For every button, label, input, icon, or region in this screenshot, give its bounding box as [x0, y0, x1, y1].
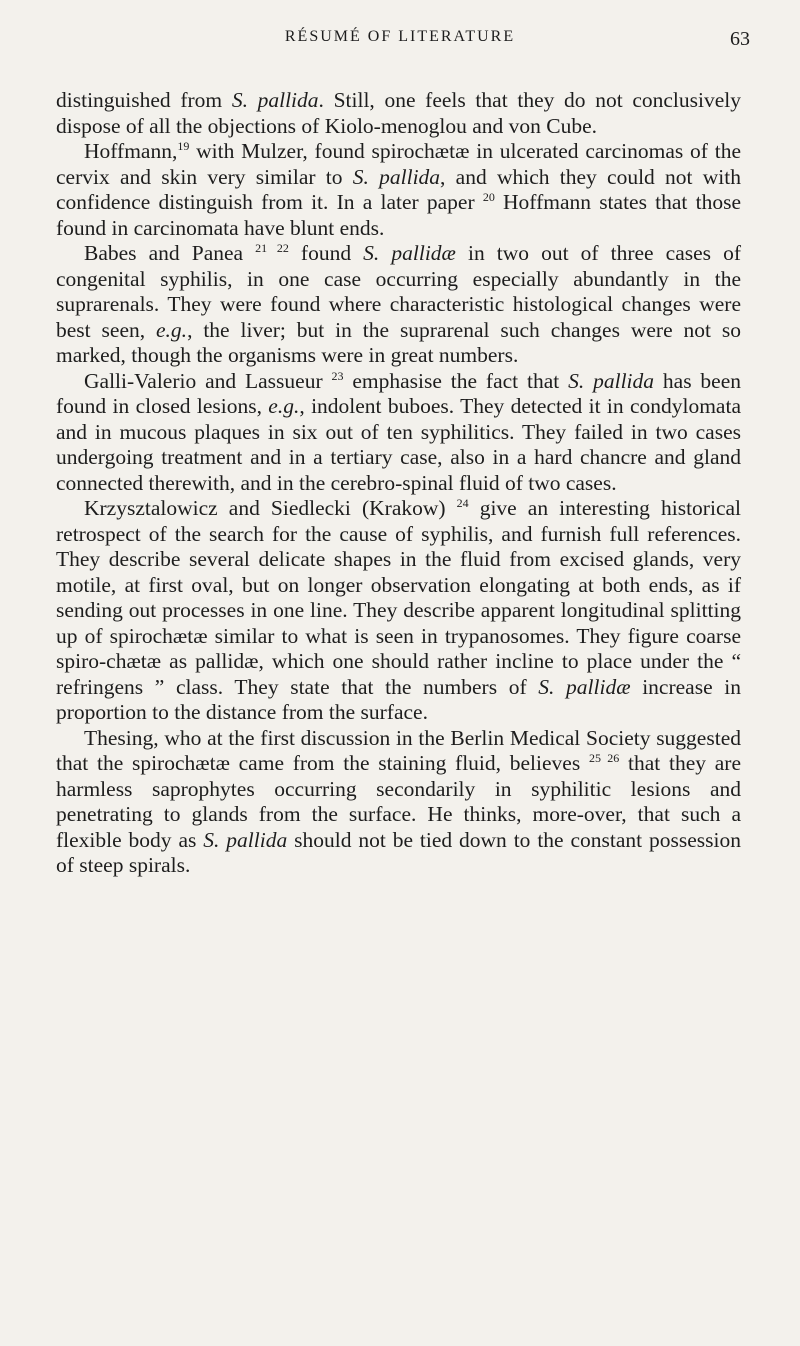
text-run: , the liver; but in the suprarenal such changes were not so marked, though the organisms were in great numbers.: [56, 317, 741, 367]
footnote-ref: 25 26: [588, 751, 620, 765]
italic-text: S. pallida: [203, 827, 288, 852]
text-run: with Mulzer, found spirochætæ in ulcerated carcinomas of the cervix and skin very similar to: [56, 139, 741, 189]
footnote-ref: 21 22: [255, 241, 289, 255]
body-text: [56, 88, 741, 879]
text-run: Hoffmann,: [84, 139, 178, 163]
italic-text: S. pallida: [568, 368, 655, 393]
text-run: , and which they could not with confidence distinguish from it. In a later paper: [56, 164, 741, 214]
text-run: Babes and Panea: [84, 241, 256, 265]
italic-text: S. pallidæ: [538, 674, 631, 699]
paragraph: [56, 88, 741, 139]
text-run: emphasise the fact that: [343, 368, 569, 393]
page-header: [0, 28, 800, 58]
text-run: increase in proportion to the distance from the surface.: [56, 674, 741, 724]
page-number: 63: [730, 28, 750, 50]
footnote-ref: 24: [456, 496, 469, 510]
italic-text: S. pallida: [352, 164, 441, 189]
text-run: Hoffmann states that those found in carcinomata have blunt ends.: [56, 190, 741, 240]
italic-text: S. pallidæ: [363, 241, 456, 265]
footnote-ref: 23: [331, 368, 344, 383]
text-run: Thesing, who at the first discussion in the Berlin Medical Society suggested that the spirochætæ came from the staining fluid, believes: [56, 725, 741, 775]
text-run: , indolent buboes. They detected it in condylomata and in mucous plaques in six out of ten syphilitics. They failed in two cases undergoing treatment and in a tertiary case, also in a hard chancre and gland connected therewith, and in the cerebro-spinal fluid of two cases.: [56, 394, 741, 495]
text-run: in two out of three cases of congenital syphilis, in one case occurring especially abundantly in the suprarenals. They were found where characteristic histological changes were best seen,: [56, 241, 742, 342]
text-run: distinguished from: [56, 88, 232, 112]
footnote-ref: 20: [482, 190, 495, 204]
text-run: give an interesting historical retrospect of the search for the cause of syphilis, and furnish full references. They describe several delicate shapes in the fluid from excised glands, very motile, at first oval, but on longer observation elongating at both ends, as if sending out processes in one line. They describe apparent longitudinal splitting up of spirochætæ similar to what is seen in trypanosomes. They figure coarse spiro-chætæ as pallidæ, which one should rather incline to place under the “ refringens ” class. They state that the numbers of: [56, 496, 741, 699]
text-run: that they are harmless saprophytes occurring secondarily in syphilitic lesions and penetrating to glands from the surface. He thinks, more-over, that such a flexible body as: [56, 751, 741, 852]
text-run: Galli-Valerio and Lassueur: [84, 368, 332, 393]
running-title: RÉSUMÉ OF LITERATURE: [284, 28, 516, 45]
paragraph: [56, 241, 741, 369]
paragraph: [56, 496, 741, 726]
text-run: should not be tied down to the constant possession of steep spirals.: [56, 827, 742, 877]
text-run: Krzysztalowicz and Siedlecki (Krakow): [84, 496, 457, 520]
italic-text: S. pallida: [231, 88, 319, 112]
italic-text: e.g.: [268, 394, 300, 418]
italic-text: e.g.: [156, 317, 188, 342]
text-run: found: [288, 241, 364, 265]
paragraph: [56, 726, 741, 879]
paragraph: [56, 369, 741, 497]
paragraph: [56, 139, 741, 241]
footnote-ref: 19: [177, 139, 190, 153]
text-run: . Still, one feels that they do not conclusively dispose of all the objections of Kiolo-menoglou and von Cube.: [56, 88, 742, 138]
text-run: has been found in closed lesions,: [56, 368, 742, 418]
